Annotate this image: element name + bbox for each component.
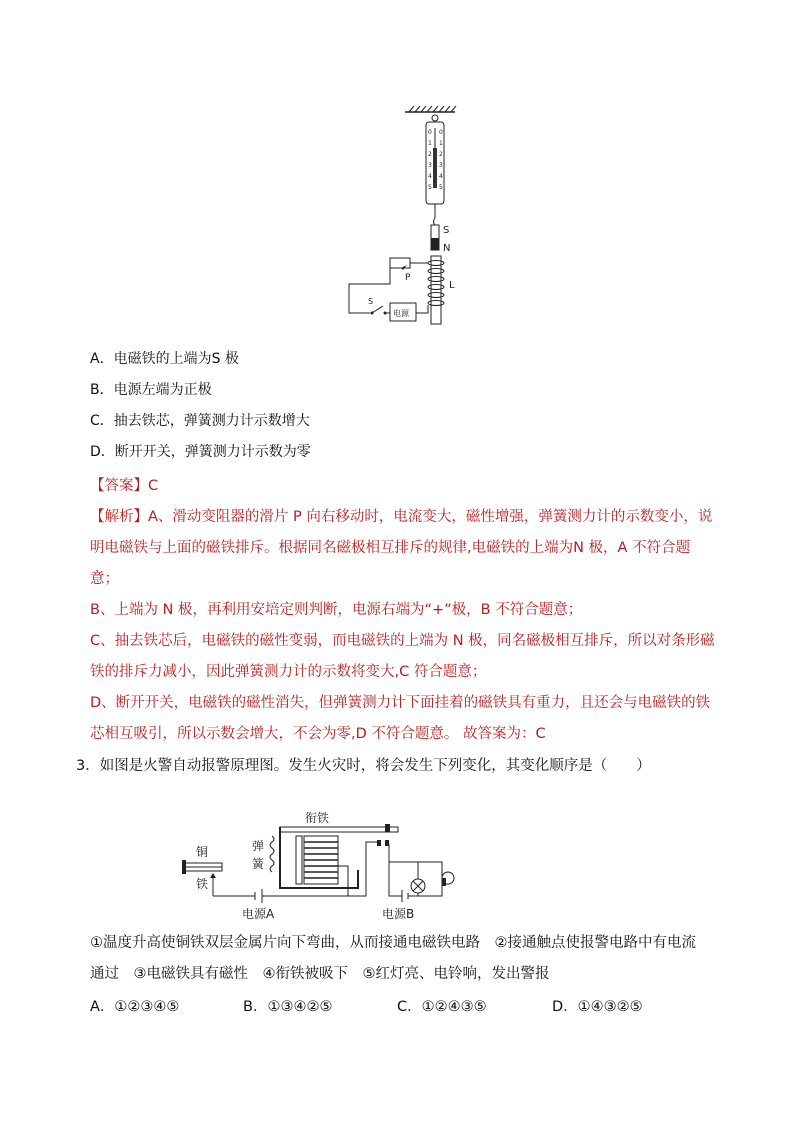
q3-statement-line-2: 通过 ③电磁铁具有磁性 ④衔铁被吸下 ⑤红灯亮、电铃响，发出警报 (90, 966, 550, 982)
power-source-label: 电源 (393, 309, 409, 318)
q2-option-c: C．抽去铁芯，弹簧测力计示数增大 (90, 413, 310, 429)
analysis-line-3: 意； (90, 571, 119, 587)
electromagnet-figure (335, 100, 475, 330)
armature-label: 衔铁 (305, 811, 330, 825)
scale-right-1: 1 (439, 140, 443, 147)
magnet-s-label: S (443, 225, 450, 236)
q3-option-c: C．①②④③⑤ (397, 999, 487, 1015)
q3-stem: 3．如图是火警自动报警原理图。发生火灾时，将会发生下列变化，其变化顺序是（ ） (76, 758, 651, 774)
spring-label-top: 弹 (252, 839, 265, 853)
q2-option-d: D．断开开关，弹簧测力计示数为零 (90, 444, 311, 460)
spring-label-bottom: 簧 (252, 857, 265, 871)
magnet-n-label: N (443, 243, 451, 254)
copper-label: 铜 (196, 845, 209, 859)
scale-left-5: 5 (428, 184, 432, 191)
scale-right-5: 5 (439, 184, 443, 191)
slider-p-label: P (405, 273, 411, 283)
q3-statement-line-1: ①温度升高使铜铁双层金属片向下弯曲，从而接通电磁铁电路 ②接通触点使报警电路中有电流 (90, 935, 696, 951)
answer-tag: 【答案】 (90, 478, 148, 494)
analysis-line-4: B、上端为 N 极，再利用安培定则判断，电源右端为“+”极，B 不符合题意； (90, 602, 583, 618)
scale-left-4: 4 (428, 173, 432, 180)
analysis-line-7: D、断开开关，电磁铁的磁性消失，但弹簧测力计下面挂着的磁铁具有重力，且还会与电磁铁的铁 (90, 695, 711, 711)
power-a-label: 电源A (242, 907, 275, 921)
switch-s-label: S (368, 297, 374, 306)
q3-option-d: D．①④③②⑤ (552, 999, 643, 1015)
q3-option-a: A．①②③④⑤ (90, 999, 180, 1015)
fire-alarm-figure (180, 806, 460, 926)
answer-line (90, 476, 158, 496)
analysis-line-1: 【解析】A、滑动变阻器的滑片 P 向右移动时，电流变大，磁性增强，弹簧测力计的示数变小，说 (90, 509, 713, 525)
q2-option-b: B．电源左端为正极 (90, 382, 212, 398)
analysis-line-5: C、抽去铁芯后，电磁铁的磁性变弱，而电磁铁的上端为 N 极，同名磁极相互排斥，所以对条形磁 (90, 633, 715, 649)
power-b-label: 电源B (382, 907, 415, 921)
analysis-line-6: 铁的排斥力减小，因此弹簧测力计的示数将变大,C 符合题意； (90, 664, 487, 680)
scale-left-2: 2 (428, 151, 432, 158)
scale-left-0: 0 (428, 129, 432, 136)
analysis-tag: 【解析】 (90, 509, 148, 525)
q3-option-b: B．①③④②⑤ (243, 999, 333, 1015)
scale-right-4: 4 (439, 173, 443, 180)
q2-option-a: A．电磁铁的上端为S 极 (90, 351, 239, 367)
scale-left-3: 3 (428, 162, 432, 169)
analysis-line-8: 芯相互吸引，所以示数会增大，不会为零,D 不符合题意。 故答案为：C (90, 726, 546, 742)
scale-left-1: 1 (428, 140, 432, 147)
coil-l-label: L (449, 280, 455, 291)
analysis-line-2: 明电磁铁与上面的磁铁排斥。根据同名磁极相互排斥的规律,电磁铁的上端为N 极，A 不符合题 (90, 540, 691, 556)
answer-value: C (148, 478, 159, 494)
scale-right-3: 3 (439, 162, 443, 169)
scale-right-2: 2 (439, 151, 443, 158)
iron-label: 铁 (196, 877, 209, 891)
scale-right-0: 0 (439, 129, 443, 136)
